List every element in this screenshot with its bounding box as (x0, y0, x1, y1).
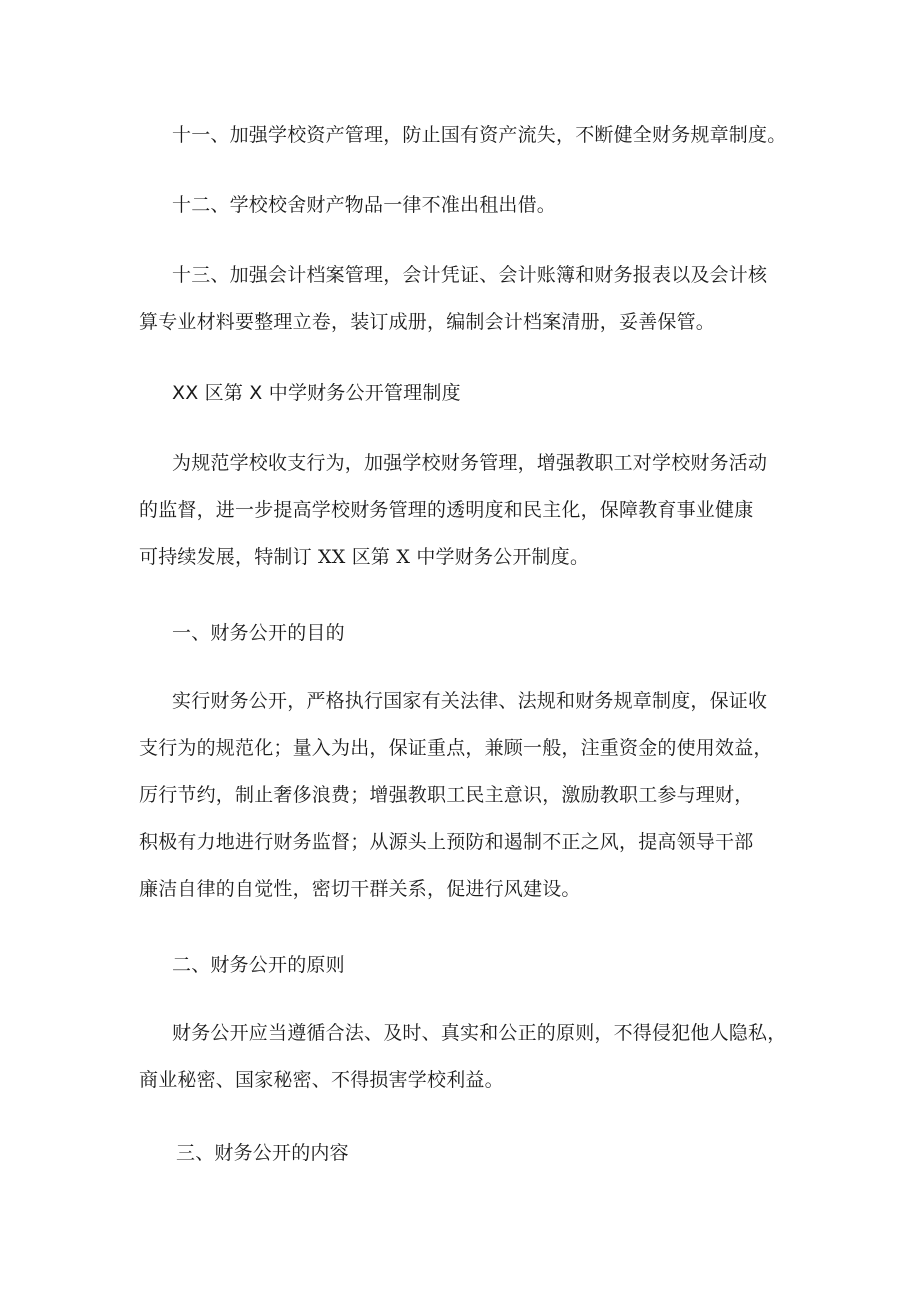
paragraph-line: 财务公开应当遵循合法、及时、真实和公正的原则，不得侵犯他人隐私， (172, 1022, 787, 1044)
paragraph-line: 的监督，进一步提高学校财务管理的透明度和民主化，保障教育事业健康 (139, 499, 754, 521)
section-heading: 二、财务公开的原则 (172, 954, 345, 976)
paragraph-line: 支行为的规范化；量入为出，保证重点，兼顾一般，注重资金的使用效益， (139, 737, 773, 759)
paragraph-line: 厉行节约，制止奢侈浪费；增强教职工民主意识，激励教职工参与理财， (139, 784, 754, 806)
section-title: XX 区第 X 中学财务公开管理制度 (172, 382, 461, 404)
paragraph-line: 十一、加强学校资产管理，防止国有资产流失，不断健全财务规章制度。 (172, 124, 787, 146)
paragraph-line: 十三、加强会计档案管理，会计凭证、会计账簿和财务报表以及会计核 (172, 264, 768, 286)
section-heading: 一、财务公开的目的 (172, 622, 345, 644)
paragraph-line: 为规范学校收支行为，加强学校财务管理，增强教职工对学校财务活动 (172, 452, 768, 474)
paragraph-line: 商业秘密、国家秘密、不得损害学校利益。 (139, 1069, 504, 1091)
paragraph-line: 积极有力地进行财务监督；从源头上预防和遏制不正之风，提高领导干部 (139, 831, 754, 853)
paragraph-line: 十二、学校校舍财产物品一律不准出租出借。 (172, 194, 557, 216)
section-heading: 三、财务公开的内容 (176, 1142, 349, 1164)
paragraph-line: 实行财务公开，严格执行国家有关法律、法规和财务规章制度，保证收 (172, 690, 768, 712)
paragraph-line: 廉洁自律的自觉性，密切干群关系，促进行风建设。 (139, 878, 581, 900)
paragraph-line: 可持续发展，特制订 XX 区第 X 中学财务公开制度。 (139, 546, 590, 568)
paragraph-line: 算专业材料要整理立卷，装订成册，编制会计档案清册，妥善保管。 (139, 311, 716, 333)
